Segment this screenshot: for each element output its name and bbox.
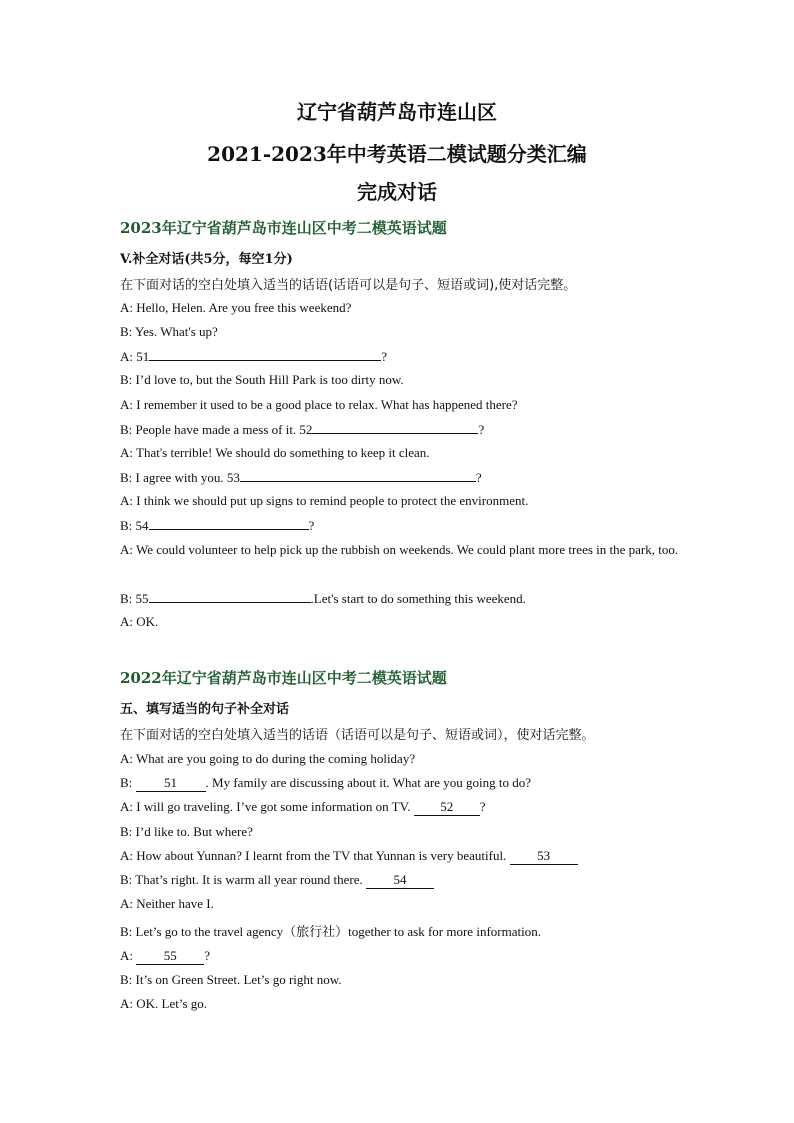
dialogue-line xyxy=(120,996,207,1012)
line-text: B: 54 xyxy=(120,518,149,533)
line-text: ? xyxy=(308,518,315,533)
dialogue-line xyxy=(120,921,541,940)
answer-blank-52[interactable]: 52 xyxy=(414,799,480,816)
document-title-line3: 完成对话 xyxy=(357,180,437,204)
line-text: A: I remember it used to be a good place to relax. What has happened there? xyxy=(120,397,518,412)
section-2022-subheading: 五、填写适当的句子补全对话 xyxy=(120,702,290,717)
answer-blank-52[interactable] xyxy=(312,421,478,434)
line-text: B: Yes. What's up? xyxy=(120,324,218,339)
dialogue-line xyxy=(120,751,415,767)
dialogue-line xyxy=(120,397,518,413)
dialogue-line xyxy=(120,372,404,388)
dialogue-line xyxy=(120,896,214,912)
dialogue-line xyxy=(120,445,430,461)
dialogue-line xyxy=(120,493,528,509)
answer-blank-55[interactable] xyxy=(149,590,311,603)
document-title-line2: 2021-2023年中考英语二模试题分类汇编 xyxy=(207,142,587,166)
line-text: A: Hello, Helen. Are you free this weekend? xyxy=(120,300,352,315)
dialogue-line xyxy=(120,421,484,438)
answer-blank-54[interactable] xyxy=(149,517,309,530)
dialogue-line xyxy=(120,614,158,630)
line-text: B: It’s on Green Street. Let’s go right now. xyxy=(120,972,342,987)
line-text: A: 51 xyxy=(120,349,150,364)
answer-blank-53[interactable] xyxy=(240,469,476,482)
line-text: . My family are discussing about it. What are you going to do? xyxy=(205,775,531,790)
answer-blank-55[interactable]: 55 xyxy=(136,948,204,965)
section-2023-heading: 2023年辽宁省葫芦岛市连山区中考二模英语试题 xyxy=(120,219,447,237)
line-text: B: xyxy=(120,775,136,790)
section-2022-instruction: 在下面对话的空白处填入适当的话语（话语可以是句子、短语或词），使对话完整。 xyxy=(120,728,595,743)
dialogue-line xyxy=(120,799,486,816)
line-text: A: I will go traveling. I’ve got some information on TV. xyxy=(120,799,414,814)
line-text: A: What are you going to do during the coming holiday? xyxy=(120,751,416,766)
dialogue-line xyxy=(120,872,434,889)
answer-blank-51[interactable]: 51 xyxy=(136,775,206,792)
line-text: B: That’s right. It is warm all year round there. xyxy=(120,872,366,887)
line-text: B: 55 xyxy=(120,591,149,606)
line-text: B: I agree with you. 53 xyxy=(120,470,240,485)
dialogue-line xyxy=(120,324,218,340)
dialogue-line xyxy=(120,537,680,562)
line-text: B: I’d like to. But where? xyxy=(120,824,253,839)
line-text: ? xyxy=(204,948,211,963)
dialogue-line xyxy=(120,300,351,316)
document-title-line1: 辽宁省葫芦岛市连山区 xyxy=(297,100,497,124)
dialogue-line xyxy=(120,775,531,792)
dialogue-line xyxy=(120,972,342,988)
dialogue-line xyxy=(120,824,253,840)
line-text: A: xyxy=(120,948,137,963)
line-text: B: I’d love to, but the South Hill Park is too dirty now. xyxy=(120,372,404,387)
dialogue-line xyxy=(120,848,578,865)
line-text: .Let's start to do something this weekend. xyxy=(310,591,526,606)
section-2022-heading: 2022年辽宁省葫芦岛市连山区中考二模英语试题 xyxy=(120,669,447,687)
line-text: ? xyxy=(381,349,388,364)
line-text: ? xyxy=(479,799,486,814)
section-2023-subheading: V.补全对话(共5分，每空1分) xyxy=(120,252,293,267)
line-text: B: Let’s go to the travel agency（旅行社）together to ask for more information. xyxy=(120,924,541,939)
answer-blank-51[interactable] xyxy=(149,348,381,361)
line-text: A: That's terrible! We should do something to keep it clean. xyxy=(120,445,430,460)
section-2023-instruction: 在下面对话的空白处填入适当的话语(话语可以是句子、短语或词),使对话完整。 xyxy=(120,278,577,293)
answer-blank-53[interactable]: 53 xyxy=(510,848,578,865)
line-text: ? xyxy=(478,422,485,437)
line-text: ? xyxy=(475,470,482,485)
line-text: A: How about Yunnan? I learnt from the TV that Yunnan is very beautiful. xyxy=(120,848,510,863)
dialogue-line xyxy=(120,469,482,486)
answer-blank-54[interactable]: 54 xyxy=(366,872,434,889)
dialogue-line xyxy=(120,517,314,534)
line-text: A: I think we should put up signs to remind people to protect the environment. xyxy=(120,493,529,508)
line-text: A: Neither have I. xyxy=(120,896,214,911)
line-text: A: We could volunteer to help pick up the rubbish on weekends. We could plant more trees in the park, too. xyxy=(120,542,679,557)
line-text: A: OK. xyxy=(120,614,159,629)
dialogue-line xyxy=(120,590,526,607)
line-text: B: People have made a mess of it. 52 xyxy=(120,422,313,437)
line-text: A: OK. Let’s go. xyxy=(120,996,208,1011)
dialogue-line xyxy=(120,948,210,965)
dialogue-line xyxy=(120,348,387,365)
